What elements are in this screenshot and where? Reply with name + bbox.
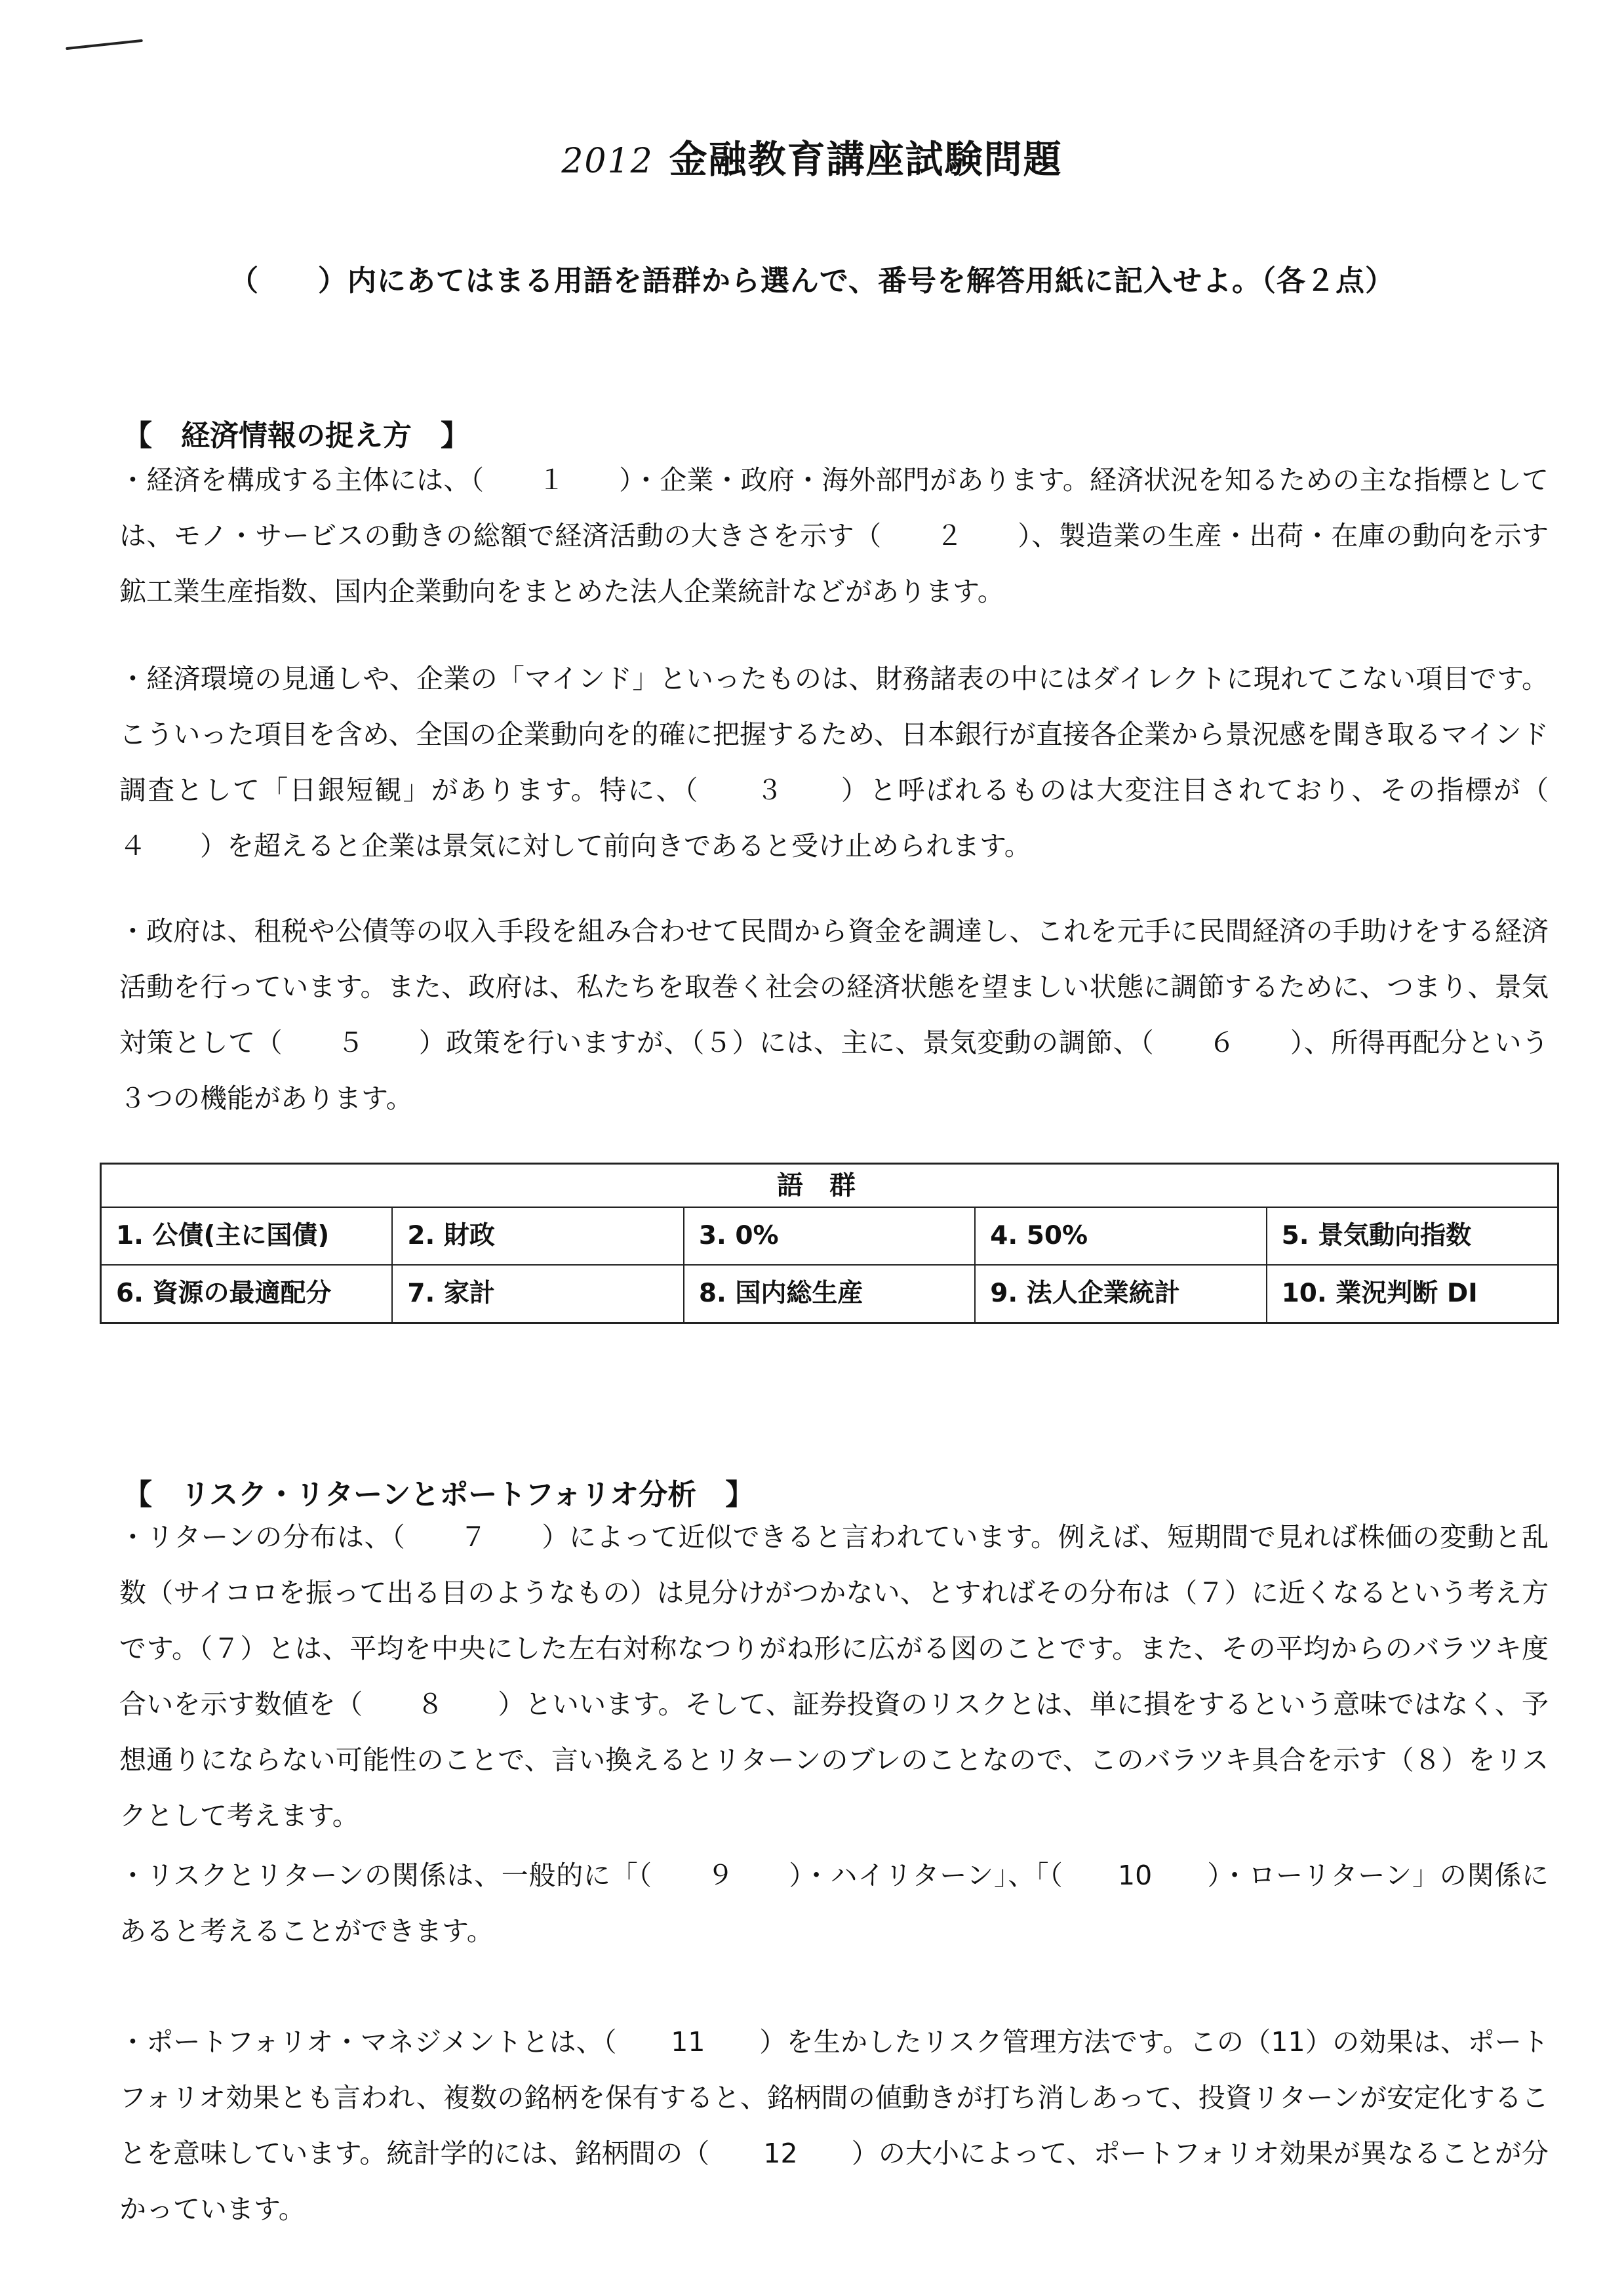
paragraph-text: ・政府は、租税や公債等の収入手段を組み合わせて民間から資金を調達し、これを元手に民間経済の手助けをする経済活動を行っています。また、政府は、私たちを取巻く社会の経済状態を望ましい状態に調節するために、つまり、景気対策として（ ５ ）政策を行いますが、（５）には、主に、景気変動の調節、（ ６ ）、所得再配分という３つの機能があります。 — [119, 915, 1549, 1114]
word-bank-row — [102, 1208, 1557, 1264]
word-bank-cell: 6. 資源の最適配分 — [116, 1279, 332, 1308]
word-bank-cell: 2. 財政 — [391, 1208, 683, 1264]
section-heading-economy: 【 経済情報の捉え方 】 — [123, 419, 469, 452]
paragraph-text: ・経済環境の見通しや、企業の「マインド」といったものは、財務諸表の中にはダイレクトに現れてこない項目です。こういった項目を含め、全国の企業動向を的確に把握するため、日本銀行が直接各企業から景況感を聞き取るマインド調査として「日銀短観」があります。特に、（ ３ ）と呼ばれるものは大変注目されており、その指標が（ ４ ）を超えると企業は景気に対して前向きであると受け止められます。 — [119, 663, 1602, 862]
paragraph — [119, 452, 1549, 620]
paragraph-text: ・リスクとリターンの関係は、一般的に「（ ９ ）・ハイリターン」、「（ 10 ）・ローリターン」の関係にあると考えることができます。 — [119, 1860, 1549, 1947]
instruction: （ ）内にあてはまる用語を語群から選んで、番号を解答用紙に記入せよ。（各２点） — [229, 264, 1395, 298]
pen-mark — [66, 39, 143, 50]
section-heading-risk-return: 【 リスク・リターンとポートフォリオ分析 】 — [123, 1478, 755, 1511]
paragraph — [119, 2014, 1549, 2237]
paragraph — [119, 1848, 1549, 1959]
word-bank-cell: 4. 50% — [974, 1208, 1265, 1264]
word-bank-title: 語群 — [102, 1165, 1557, 1208]
page-title — [0, 129, 1624, 184]
paragraph — [119, 1509, 1549, 1844]
word-bank-cell: 10. 業況判断 DI — [1266, 1266, 1557, 1322]
word-bank-table — [100, 1163, 1559, 1324]
title-main: 金融教育講座試験問題 — [669, 137, 1063, 182]
title-year: 2012 — [561, 142, 654, 181]
paragraph-text: ・ポートフォリオ・マネジメントとは、（ 11 ）を生かしたリスク管理方法です。この（11）の効果は、ポートフォリオ効果とも言われ、複数の銘柄を保有すると、銘柄間の値動きが打ち消しあって、投資リターンが安定化することを意味しています。統計学的には、銘柄間の（ 12 ）の大小によって、ポートフォリオ効果が異なることが分かっています。 — [119, 2026, 1549, 2225]
paragraph-text: ・リターンの分布は、（ ７ ）によって近似できると言われています。例えば、短期間で見れば株価の変動と乱数（サイコロを振って出る目のようなもの）は見分けがつかない、とすればその分布は（７）に近くなるという考え方です。（７）とは、平均を中央にした左右対称なつりがね形に広がる図のことです。また、その平均からのバラツキ度合いを示す数値を（ ８ ）といいます。そして、証券投資のリスクとは、単に損をするという意味ではなく、予想通りにならない可能性のことで、言い換えるとリターンのブレのことなので、このバラツキ具合を示す（８）をリスクとして考えます。 — [119, 1521, 1549, 1831]
word-bank-cell: 5. 景気動向指数 — [1266, 1208, 1557, 1264]
word-bank-cell: 1. 公債(主に国債) — [116, 1221, 330, 1250]
paragraph — [119, 904, 1549, 1127]
word-bank-cell: 3. 0% — [683, 1208, 974, 1264]
paragraph — [119, 651, 1602, 874]
word-bank-cell: 9. 法人企業統計 — [974, 1266, 1265, 1322]
word-bank-cell: 7. 家計 — [391, 1266, 683, 1322]
word-bank-cell: 8. 国内総生産 — [683, 1266, 974, 1322]
paragraph-text: ・経済を構成する主体には、（ １ ）・企業・政府・海外部門があります。経済状況を知るための主な指標としては、モノ・サービスの動きの総額で経済活動の大きさを示す（ ２ ）、製造業の生産・出荷・在庫の動向を示す鉱工業生産指数、国内企業動向をまとめた法人企業統計などがあります。 — [119, 464, 1549, 607]
word-bank-row — [102, 1264, 1557, 1322]
